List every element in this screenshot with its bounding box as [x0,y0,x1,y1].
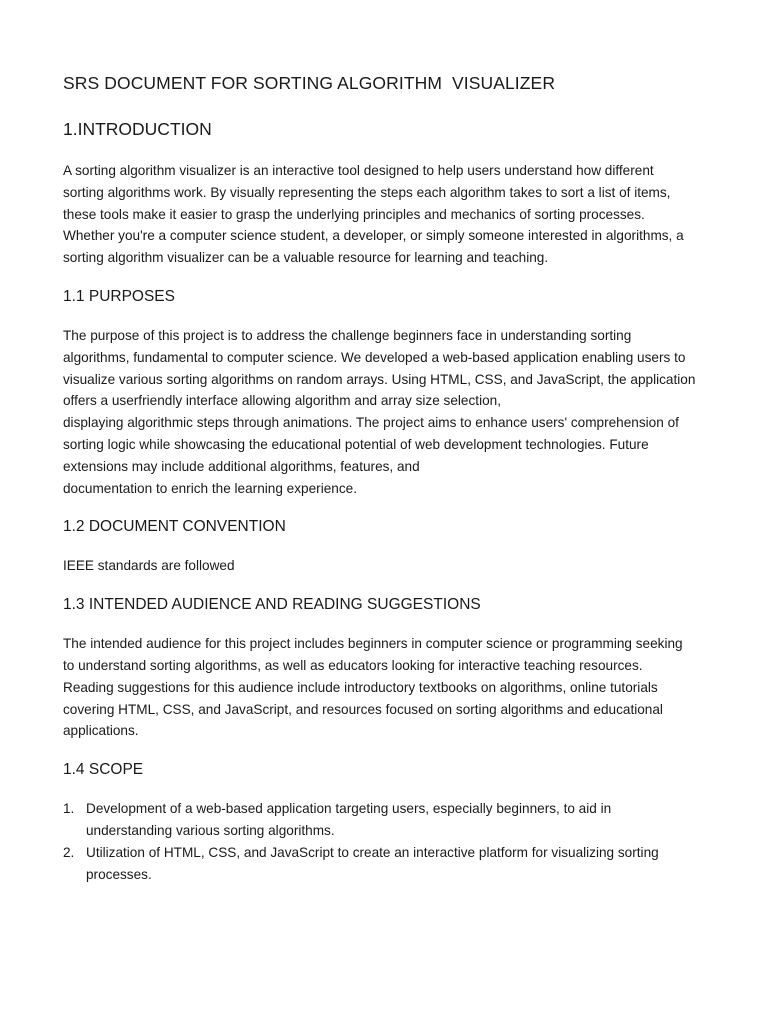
list-item-line: processes. [86,866,152,882]
paragraph-line: to understand sorting algorithms, as well as educators looking for interactive teaching resources. [63,657,643,673]
purposes-paragraph [63,325,708,499]
paragraph-line: Whether you're a computer science student, a developer, or simply someone interested in algorithms, a [63,228,684,244]
list-item-line: Development of a web-based application targeting users, especially beginners, to aid in [86,801,612,817]
scope-list [63,798,708,885]
paragraph-line: The purpose of this project is to address the challenge beginners face in understanding sorting [63,327,632,343]
paragraph-line: visualize various sorting algorithms on random arrays. Using HTML, CSS, and JavaScript, the application [63,371,696,387]
paragraph-line: extensions may include additional algorithms, features, and [63,458,420,474]
introduction-paragraph [63,160,708,269]
paragraph-line: displaying algorithmic steps through animations. The project aims to enhance users' comprehension of [63,415,679,431]
paragraph-line: sorting logic while showcasing the educational potential of web development technologies. Future [63,436,649,452]
section-heading-scope: 1.4 SCOPE [63,761,144,779]
paragraph-line: algorithms, fundamental to computer science. We developed a web-based application enabling users to [63,349,686,365]
list-item-line: Utilization of HTML, CSS, and JavaScript to create an interactive platform for visualizing sorting [86,844,659,860]
list-item-number: 1. [63,801,75,817]
audience-paragraph [63,633,708,742]
document-title: SRS DOCUMENT FOR SORTING ALGORITHM VISUALIZER [63,73,556,93]
convention-paragraph [63,555,708,577]
paragraph-line: these tools make it easier to grasp the underlying principles and mechanics of sorting processes. [63,206,645,222]
paragraph-line: documentation to enrich the learning experience. [63,480,357,496]
section-heading-intended-audience: 1.3 INTENDED AUDIENCE AND READING SUGGESTIONS [63,596,481,614]
list-item-line: understanding various sorting algorithms. [86,822,335,838]
document-page [63,72,708,885]
list-item [63,842,708,886]
paragraph-line: offers a userfriendly interface allowing algorithm and array size selection, [63,393,501,409]
paragraph-line: A sorting algorithm visualizer is an interactive tool designed to help users understand how different [63,163,654,178]
section-heading-introduction: 1.INTRODUCTION [63,119,212,139]
paragraph-line: covering HTML, CSS, and JavaScript, and resources focused on sorting algorithms and educational [63,701,663,717]
paragraph-line: Reading suggestions for this audience include introductory textbooks on algorithms, online tutorials [63,679,658,695]
paragraph-line: The intended audience for this project includes beginners in computer science or programming seeking [63,636,683,652]
paragraph-line: sorting algorithms work. By visually representing the steps each algorithm takes to sort a list of items, [63,184,671,200]
paragraph-line: applications. [63,723,139,739]
paragraph-line: sorting algorithm visualizer can be a valuable resource for learning and teaching. [63,250,549,266]
list-item-number: 2. [63,844,75,860]
section-heading-purposes: 1.1 PURPOSES [63,287,175,305]
section-heading-document-convention: 1.2 DOCUMENT CONVENTION [63,518,286,536]
paragraph-line: IEEE standards are followed [63,558,235,574]
list-item [63,798,708,842]
